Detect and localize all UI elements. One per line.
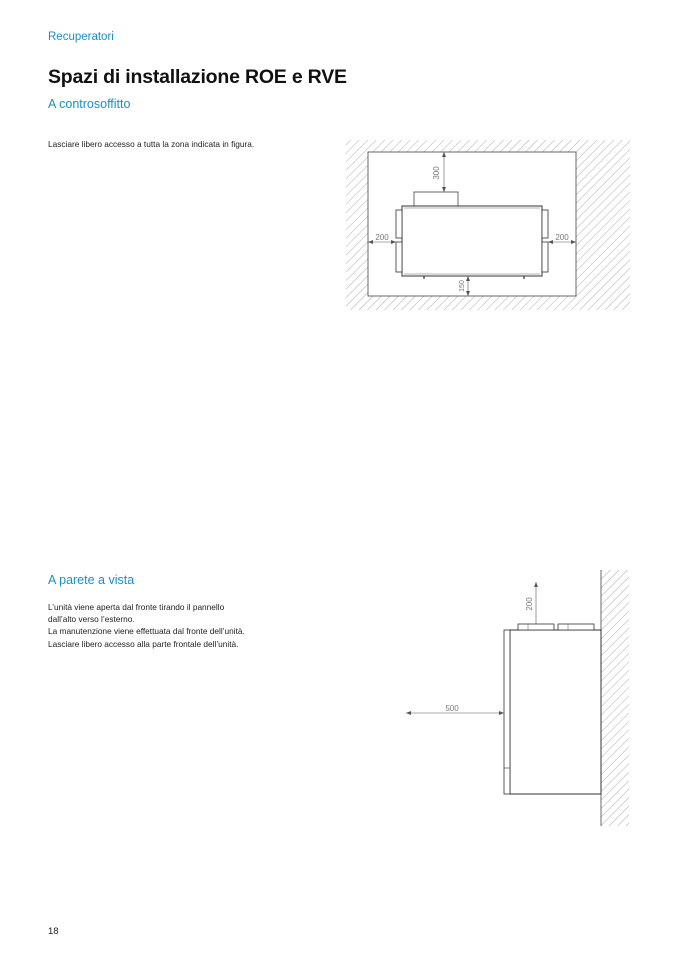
wall-instructions-line: dall’alto verso l’esterno. bbox=[48, 614, 135, 625]
wall-unit-body bbox=[510, 630, 601, 794]
dimension-top-label: 300 bbox=[432, 166, 441, 180]
wall-hatch bbox=[601, 570, 629, 826]
left-duct-lower bbox=[396, 242, 402, 272]
dimension-wall-front-label: 500 bbox=[445, 704, 459, 713]
unit-body bbox=[402, 206, 542, 276]
ceiling-installation-diagram bbox=[344, 138, 632, 312]
dimension-wall-top-label: 200 bbox=[525, 597, 534, 611]
dimension-bottom-label: 150 bbox=[459, 280, 466, 292]
ceiling-instructions: Lasciare libero accesso a tutta la zona indicata in figura. bbox=[48, 139, 255, 149]
wall-connector-left bbox=[518, 624, 554, 630]
wall-installation-diagram bbox=[400, 568, 632, 828]
dimension-left-label: 200 bbox=[375, 233, 389, 242]
dimension-right-label: 200 bbox=[555, 233, 569, 242]
right-duct-upper bbox=[542, 210, 548, 238]
page-title: Spazi di installazione ROE e RVE bbox=[48, 66, 347, 88]
wall-instructions bbox=[48, 601, 308, 650]
right-duct-lower bbox=[542, 242, 548, 272]
section-label: Recuperatori bbox=[48, 31, 114, 43]
ceiling-subtitle: A controsoffitto bbox=[48, 97, 131, 111]
wall-instructions-line: Lasciare libero accesso alla parte frontale dell’unità. bbox=[48, 638, 239, 649]
left-duct-upper bbox=[396, 210, 402, 238]
page-number: 18 bbox=[48, 926, 59, 937]
wall-connector-right bbox=[558, 624, 594, 630]
wall-instructions-line: La manutenzione viene effettuata dal fronte dell’unità. bbox=[48, 626, 245, 637]
top-connector bbox=[414, 192, 458, 206]
wall-instructions-line: L’unità viene aperta dal fronte tirando il pannello bbox=[48, 602, 225, 612]
wall-unit-front-panel bbox=[504, 630, 510, 794]
wall-subtitle: A parete a vista bbox=[48, 573, 135, 587]
